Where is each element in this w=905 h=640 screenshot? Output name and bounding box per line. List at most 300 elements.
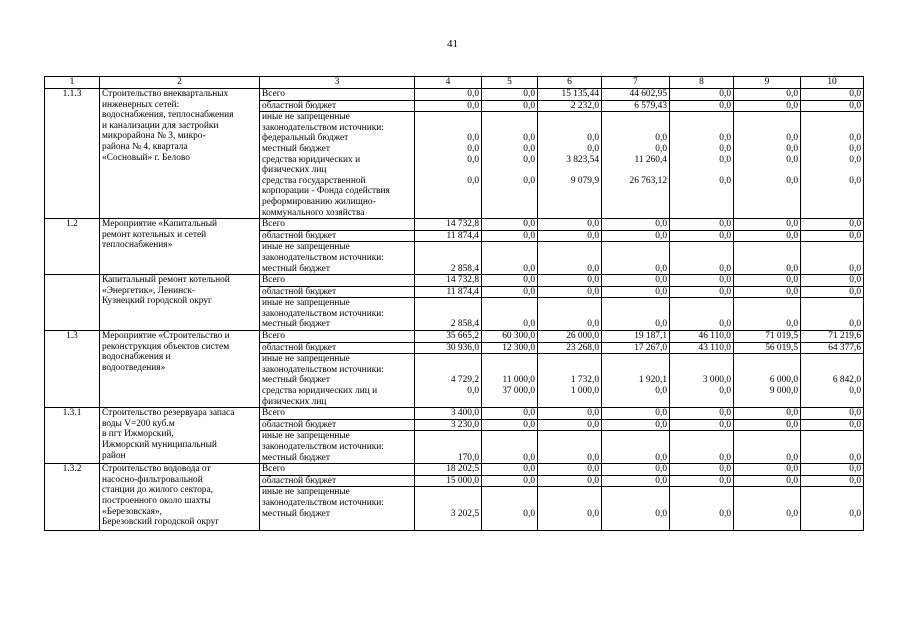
amount-line xyxy=(672,165,731,176)
amount-cell: 0,0 xyxy=(734,89,801,101)
amount-line xyxy=(672,397,731,408)
amount-line: 0,0 xyxy=(719,319,731,330)
amount-line xyxy=(803,242,861,253)
amount-line xyxy=(484,123,535,134)
amount-cell: 0,0 xyxy=(670,286,734,298)
amount-line: 0,0 xyxy=(467,143,479,154)
item-title-line: «Энергетик», Ленинск- xyxy=(102,285,196,296)
amount-line xyxy=(672,253,731,264)
amount-line: 0,0 xyxy=(719,386,731,397)
amount-line: 0,0 xyxy=(467,386,479,397)
amount-line: 0,0 xyxy=(849,263,861,274)
amount-line xyxy=(736,519,798,530)
amount-line xyxy=(736,197,798,208)
item-number: 1.3 xyxy=(45,331,100,408)
funding-source-line: областной бюджет xyxy=(262,100,337,111)
amount-cell: 0,0 xyxy=(734,475,801,487)
amount-cell: 0,0 xyxy=(538,464,602,476)
amount-line: 0,0 xyxy=(719,452,731,463)
amount-cell: 71 019,5 xyxy=(734,331,801,343)
amount-cell xyxy=(801,112,864,219)
amount-line: 0,0 xyxy=(587,452,599,463)
amount-line xyxy=(484,498,535,509)
amount-line: 0,0 xyxy=(786,154,798,165)
funding-source-line: местный бюджет xyxy=(262,508,330,519)
amount-line: 1 920,1 xyxy=(638,375,667,386)
amount-cell: 0,0 xyxy=(482,408,538,420)
amount-line xyxy=(803,365,861,376)
funding-source-line: законодательством источники: xyxy=(262,122,384,133)
amount-line xyxy=(803,354,861,365)
amount-line: 0,0 xyxy=(719,263,731,274)
amount-line: 0,0 xyxy=(719,175,731,186)
funding-source xyxy=(260,230,415,242)
item-title-line: Строительство водовода от xyxy=(102,464,211,475)
amount-line: 0,0 xyxy=(786,263,798,274)
amount-line: 0,0 xyxy=(849,452,861,463)
amount-line: 0,0 xyxy=(849,319,861,330)
amount-cell: 64 377,6 xyxy=(801,342,864,354)
table-header-row xyxy=(45,77,864,89)
amount-line: 0,0 xyxy=(587,143,599,154)
column-number-header: 7 xyxy=(602,77,670,89)
amount-cell: 19 187,1 xyxy=(602,331,670,343)
item-title-line: Ижморский муниципальный xyxy=(102,440,217,450)
amount-cell: 0,0 xyxy=(734,230,801,242)
amount-line: 0,0 xyxy=(849,508,861,519)
funding-source-line: областной бюджет xyxy=(262,475,337,486)
item-title-line: Мероприятие «Капитальный xyxy=(102,219,218,230)
amount-cell: 0,0 xyxy=(670,100,734,112)
amount-line xyxy=(736,123,798,134)
amount-line: 26 763,12 xyxy=(629,175,667,186)
amount-cell xyxy=(538,298,602,331)
amount-cell xyxy=(482,431,538,464)
funding-source-line: средства юридических лиц и xyxy=(262,386,378,397)
amount-line xyxy=(417,431,479,442)
amount-line xyxy=(803,123,861,134)
amount-line xyxy=(540,498,599,509)
amount-line xyxy=(604,298,667,309)
amount-line xyxy=(417,309,479,320)
amount-cell xyxy=(734,112,801,219)
page-number: 41 xyxy=(447,38,458,50)
amount-line xyxy=(604,498,667,509)
amount-cell: 0,0 xyxy=(602,475,670,487)
amount-cell: 11 874,4 xyxy=(415,230,482,242)
item-number: 1.1.3 xyxy=(45,89,100,219)
item-title-line: насосно-фильтровальной xyxy=(102,474,203,485)
amount-line xyxy=(672,498,731,509)
funding-source-line: средства юридических и xyxy=(262,154,361,165)
amount-line: 0,0 xyxy=(786,508,798,519)
amount-line xyxy=(604,519,667,530)
amount-cell: 2 232,0 xyxy=(538,100,602,112)
item-title-line: Мероприятие «Строительство и xyxy=(102,331,230,342)
amount-line: 3 000,0 xyxy=(702,375,731,386)
amount-cell xyxy=(415,431,482,464)
item-title-line: микрорайона № 3, микро- xyxy=(102,131,206,142)
amount-line: 0,0 xyxy=(786,143,798,154)
amount-cell: 0,0 xyxy=(482,464,538,476)
amount-line xyxy=(484,487,535,498)
amount-line: 1 000,0 xyxy=(570,386,599,397)
amount-cell: 0,0 xyxy=(482,219,538,231)
amount-cell: 0,0 xyxy=(801,419,864,431)
funding-source-line: иные не запрещенные xyxy=(262,242,350,253)
funding-source-line: законодательством источники: xyxy=(262,252,384,263)
amount-line: 170,0 xyxy=(457,452,479,463)
amount-cell xyxy=(734,298,801,331)
amount-line xyxy=(484,197,535,208)
amount-cell: 0,0 xyxy=(482,275,538,287)
amount-line: 0,0 xyxy=(587,319,599,330)
amount-cell: 14 732,8 xyxy=(415,275,482,287)
item-title-line: построенного около шахты xyxy=(102,495,211,506)
item-title xyxy=(100,331,260,408)
amount-cell: 0,0 xyxy=(670,89,734,101)
amount-cell: 0,0 xyxy=(415,89,482,101)
amount-line xyxy=(803,498,861,509)
item-title-line: Строительство внеквартальных xyxy=(102,89,229,99)
amount-cell: 26 000,0 xyxy=(538,331,602,343)
amount-line xyxy=(484,186,535,197)
amount-cell xyxy=(670,242,734,275)
amount-line xyxy=(736,253,798,264)
funding-source xyxy=(260,354,415,408)
amount-cell: 0,0 xyxy=(538,408,602,420)
funding-source-line: областной бюджет xyxy=(262,342,337,353)
amount-cell: 0,0 xyxy=(538,219,602,231)
amount-line xyxy=(672,112,731,123)
funding-source-line xyxy=(262,519,412,530)
amount-cell: 0,0 xyxy=(801,275,864,287)
amount-line: 0,0 xyxy=(523,452,535,463)
amount-line xyxy=(672,519,731,530)
item-title-line: станции до жилого сектора, xyxy=(102,485,213,496)
amount-line xyxy=(604,309,667,320)
item-title xyxy=(100,89,260,219)
amount-cell: 0,0 xyxy=(482,100,538,112)
amount-cell: 0,0 xyxy=(670,230,734,242)
funding-source-line: реформированию жилищно- xyxy=(262,196,376,207)
column-number-header: 8 xyxy=(670,77,734,89)
amount-line: 0,0 xyxy=(523,319,535,330)
amount-cell: 6 579,43 xyxy=(602,100,670,112)
funding-source-line: иные не запрещенные xyxy=(262,487,350,498)
table-row xyxy=(45,89,864,101)
funding-source-line: физических лиц xyxy=(262,165,327,176)
amount-line xyxy=(540,354,599,365)
funding-source xyxy=(260,112,415,219)
amount-line: 11 000,0 xyxy=(502,375,535,386)
item-title-line: и канализации для застройки xyxy=(102,120,219,131)
amount-cell: 0,0 xyxy=(482,419,538,431)
amount-cell: 0,0 xyxy=(801,219,864,231)
amount-cell: 60 300,0 xyxy=(482,331,538,343)
amount-cell xyxy=(482,112,538,219)
funding-source-line: федеральный бюджет xyxy=(262,133,349,144)
amount-cell: 0,0 xyxy=(482,230,538,242)
amount-line xyxy=(417,123,479,134)
amount-cell: 0,0 xyxy=(538,286,602,298)
item-title-line: инженерных сетей: xyxy=(102,99,180,110)
amount-cell: 0,0 xyxy=(734,464,801,476)
amount-line xyxy=(417,354,479,365)
amount-line xyxy=(672,365,731,376)
item-title-line: реконструкция объектов систем xyxy=(102,341,230,352)
funding-source-line: корпорации - Фонда содействия xyxy=(262,186,390,197)
amount-cell xyxy=(801,242,864,275)
amount-cell xyxy=(602,242,670,275)
amount-line xyxy=(803,431,861,442)
amount-line: 9 000,0 xyxy=(769,386,798,397)
amount-line: 0,0 xyxy=(786,452,798,463)
amount-line xyxy=(540,365,599,376)
amount-cell xyxy=(415,112,482,219)
amount-line xyxy=(484,354,535,365)
amount-cell: 0,0 xyxy=(734,219,801,231)
funding-source-line: Всего xyxy=(262,89,285,99)
amount-cell xyxy=(538,354,602,408)
amount-line xyxy=(417,186,479,197)
item-title-line: водоснабжения, теплоснабжения xyxy=(102,110,234,121)
amount-line xyxy=(484,431,535,442)
funding-source-line: иные не запрещенные xyxy=(262,298,350,309)
amount-cell: 43 110,0 xyxy=(670,342,734,354)
amount-line xyxy=(417,397,479,408)
amount-cell: 0,0 xyxy=(801,100,864,112)
funding-source-line: местный бюджет xyxy=(262,375,330,386)
item-title-line: водоснабжения и xyxy=(102,352,171,363)
amount-cell xyxy=(734,354,801,408)
amount-line xyxy=(736,442,798,453)
column-number-header: 6 xyxy=(538,77,602,89)
amount-cell: 0,0 xyxy=(602,408,670,420)
funding-source-line: Всего xyxy=(262,275,285,286)
amount-line xyxy=(672,487,731,498)
column-number-header: 3 xyxy=(260,77,415,89)
amount-cell: 3 400,0 xyxy=(415,408,482,420)
amount-line xyxy=(417,242,479,253)
amount-line xyxy=(604,487,667,498)
amount-cell: 46 110,0 xyxy=(670,331,734,343)
funding-source-line: Всего xyxy=(262,408,285,419)
amount-line xyxy=(604,242,667,253)
amount-line: 2 858,4 xyxy=(450,319,479,330)
amount-cell xyxy=(482,242,538,275)
amount-cell xyxy=(538,242,602,275)
amount-line xyxy=(604,431,667,442)
amount-line: 0,0 xyxy=(849,154,861,165)
amount-line xyxy=(672,197,731,208)
amount-line xyxy=(803,253,861,264)
amount-line xyxy=(736,298,798,309)
amount-cell xyxy=(538,112,602,219)
amount-line xyxy=(484,253,535,264)
funding-source-line: областной бюджет xyxy=(262,419,337,430)
amount-line xyxy=(540,487,599,498)
amount-cell: 0,0 xyxy=(670,475,734,487)
amount-cell: 30 936,0 xyxy=(415,342,482,354)
item-title-line: ремонт котельных и сетей xyxy=(102,229,207,240)
amount-line xyxy=(417,197,479,208)
item-title xyxy=(100,275,260,331)
column-number-header: 9 xyxy=(734,77,801,89)
amount-line xyxy=(736,487,798,498)
amount-line: 0,0 xyxy=(655,508,667,519)
amount-cell xyxy=(415,298,482,331)
amount-line xyxy=(484,397,535,408)
amount-line: 11 260,4 xyxy=(634,154,667,165)
amount-cell xyxy=(602,354,670,408)
amount-cell: 56 019,5 xyxy=(734,342,801,354)
amount-cell xyxy=(801,298,864,331)
amount-cell: 0,0 xyxy=(602,464,670,476)
funding-source-line: законодательством источники: xyxy=(262,442,384,452)
amount-line: 0,0 xyxy=(786,133,798,144)
amount-cell xyxy=(670,298,734,331)
amount-line xyxy=(672,442,731,453)
amount-line xyxy=(672,208,731,219)
amount-cell: 0,0 xyxy=(801,230,864,242)
item-title-line: района № 4, квартала xyxy=(102,141,188,152)
funding-source-line: законодательством источники: xyxy=(262,308,384,319)
amount-line xyxy=(604,208,667,219)
amount-cell xyxy=(734,431,801,464)
amount-cell: 71 219,6 xyxy=(801,331,864,343)
amount-line xyxy=(417,298,479,309)
amount-cell: 0,0 xyxy=(482,475,538,487)
amount-cell: 0,0 xyxy=(801,464,864,476)
funding-source xyxy=(260,100,415,112)
amount-cell xyxy=(415,354,482,408)
amount-line xyxy=(672,354,731,365)
funding-source-line: областной бюджет xyxy=(262,230,337,241)
amount-line: 0,0 xyxy=(523,263,535,274)
amount-line xyxy=(803,208,861,219)
amount-line xyxy=(672,186,731,197)
amount-line xyxy=(417,165,479,176)
amount-cell xyxy=(734,487,801,530)
amount-line: 0,0 xyxy=(655,319,667,330)
amount-line xyxy=(540,397,599,408)
amount-cell: 15 135,44 xyxy=(538,89,602,101)
amount-cell: 0,0 xyxy=(734,100,801,112)
amount-cell: 0,0 xyxy=(538,275,602,287)
amount-line: 0,0 xyxy=(719,133,731,144)
amount-line xyxy=(417,112,479,123)
amount-line xyxy=(803,519,861,530)
amount-line xyxy=(604,112,667,123)
amount-line xyxy=(736,397,798,408)
amount-cell: 0,0 xyxy=(415,100,482,112)
item-number: 1.3.2 xyxy=(45,464,100,531)
amount-line xyxy=(417,487,479,498)
amount-cell: 0,0 xyxy=(602,219,670,231)
amount-line xyxy=(540,123,599,134)
funding-source-line: местный бюджет xyxy=(262,452,330,463)
funding-source-line: законодательством источники: xyxy=(262,364,384,375)
amount-line xyxy=(484,519,535,530)
amount-line xyxy=(484,309,535,320)
amount-line: 0,0 xyxy=(719,154,731,165)
amount-line: 0,0 xyxy=(849,386,861,397)
amount-cell xyxy=(734,242,801,275)
funding-source xyxy=(260,275,415,287)
amount-line: 2 858,4 xyxy=(450,263,479,274)
amount-line xyxy=(540,186,599,197)
amount-line: 0,0 xyxy=(467,133,479,144)
funding-source xyxy=(260,219,415,231)
amount-line: 0,0 xyxy=(655,143,667,154)
amount-cell xyxy=(602,431,670,464)
amount-line xyxy=(540,309,599,320)
table-row xyxy=(45,275,864,287)
funding-source-line: физических лиц xyxy=(262,396,327,407)
item-title-line: Кузнецкий городской округ xyxy=(102,296,212,307)
amount-cell xyxy=(670,112,734,219)
amount-line xyxy=(672,309,731,320)
amount-line xyxy=(540,112,599,123)
funding-source-line: иные не запрещенные xyxy=(262,431,350,442)
amount-cell: 0,0 xyxy=(734,275,801,287)
amount-cell: 0,0 xyxy=(801,89,864,101)
funding-source-line: законодательством источники: xyxy=(262,497,384,508)
amount-line xyxy=(803,197,861,208)
amount-line: 9 079,9 xyxy=(570,175,599,186)
column-number-header: 2 xyxy=(100,77,260,89)
amount-cell: 0,0 xyxy=(801,408,864,420)
funding-source xyxy=(260,242,415,275)
column-number-header: 4 xyxy=(415,77,482,89)
amount-cell xyxy=(538,487,602,530)
item-number: 1.2 xyxy=(45,219,100,275)
amount-line xyxy=(540,431,599,442)
amount-line xyxy=(540,442,599,453)
amount-line xyxy=(484,208,535,219)
amount-line: 3 202,5 xyxy=(450,508,479,519)
amount-cell: 23 268,0 xyxy=(538,342,602,354)
amount-cell: 0,0 xyxy=(602,419,670,431)
amount-line: 0,0 xyxy=(655,133,667,144)
amount-line: 0,0 xyxy=(587,263,599,274)
item-title-line: в пгт Ижморский, xyxy=(102,429,174,440)
amount-cell: 0,0 xyxy=(670,219,734,231)
amount-line xyxy=(417,253,479,264)
amount-line: 0,0 xyxy=(587,133,599,144)
amount-cell: 12 300,0 xyxy=(482,342,538,354)
amount-line: 0,0 xyxy=(523,175,535,186)
funding-source xyxy=(260,408,415,420)
amount-line xyxy=(672,431,731,442)
amount-line xyxy=(540,197,599,208)
amount-line xyxy=(604,186,667,197)
amount-line xyxy=(540,253,599,264)
amount-cell: 15 000,0 xyxy=(415,475,482,487)
amount-line xyxy=(417,208,479,219)
amount-cell: 17 267,0 xyxy=(602,342,670,354)
column-number-header: 5 xyxy=(482,77,538,89)
item-title-line: Капитальный ремонт котельной xyxy=(102,275,230,286)
amount-line xyxy=(604,365,667,376)
item-number xyxy=(45,275,100,331)
amount-line xyxy=(540,242,599,253)
item-title xyxy=(100,219,260,275)
amount-line xyxy=(484,242,535,253)
item-number: 1.3.1 xyxy=(45,408,100,464)
amount-cell: 0,0 xyxy=(670,408,734,420)
